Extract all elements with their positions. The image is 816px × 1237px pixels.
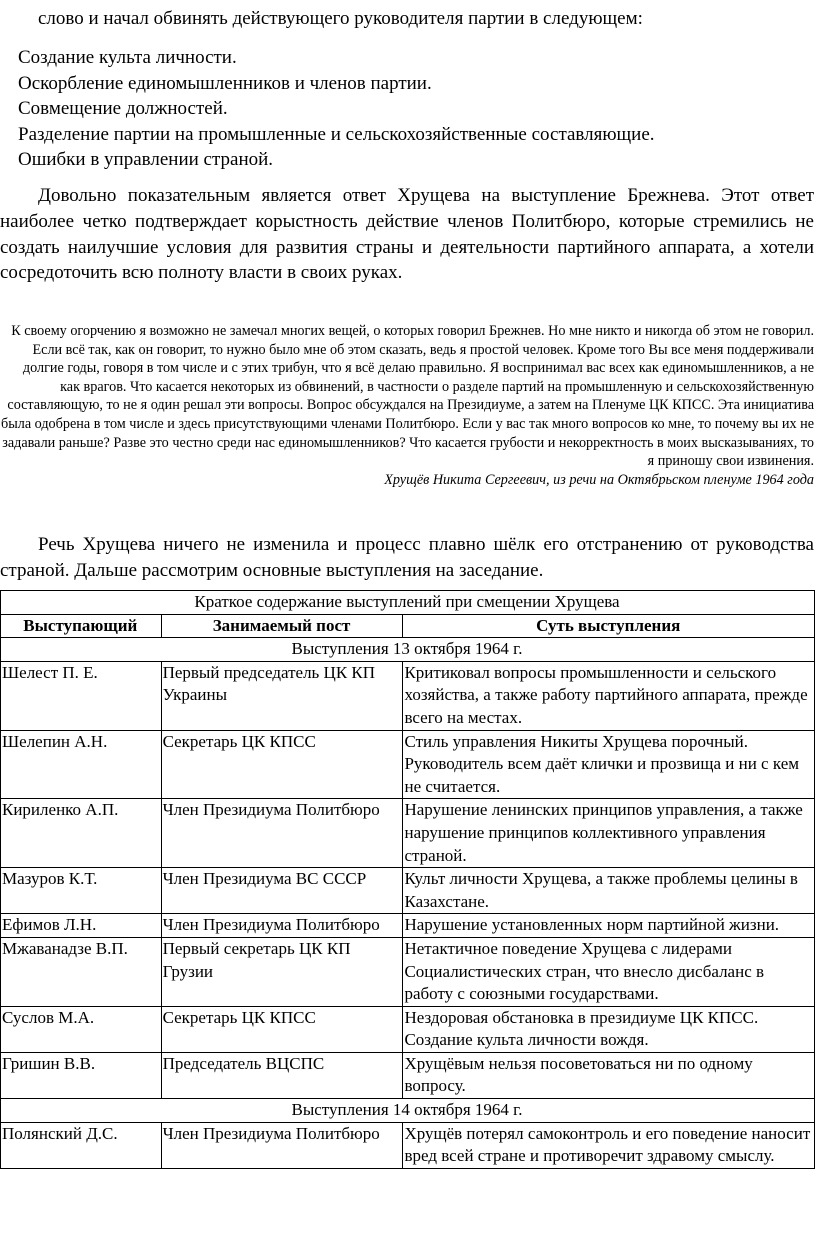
essence-cell: Нарушение установленных норм партийной жизни. [403,914,815,938]
speaker-cell: Гришин В.В. [1,1052,162,1098]
essence-cell: Нездоровая обстановка в президиуме ЦК КПСС. Создание культа личности вождя. [403,1006,815,1052]
section-heading: Выступления 14 октября 1964 г. [1,1099,815,1123]
paragraph-response: Довольно показательным является ответ Хрущева на выступление Брежнева. Этот ответ наиболее четко подтверждает корыстность действие членов Политбюро, которые стремились не создать наилучшие условия для развития страны и деятельности партийного аппарата, а хотели сосредоточить всю полноту власти в своих руках. [0,185,814,284]
speaker-cell: Шелест П. Е. [1,661,162,730]
list-item: Совмещение должностей. [18,98,228,119]
essence-cell: Нетактичное поведение Хрущева с лидерами Социалистических стран, что внесло дисбаланс в работу с союзными государствами. [403,937,815,1006]
header-speaker: Выступающий [1,614,162,638]
list-item: Разделение партии на промышленные и сельскохозяйственные составляющие. [18,123,655,145]
list-item: Ошибки в управлении страной. [18,149,274,170]
table-row [1,661,815,730]
quote-block [0,322,814,489]
essence-cell: Культ личности Хрущева, а также проблемы целины в Казахстане. [403,868,815,914]
post-cell: Секретарь ЦК КПСС [161,730,403,799]
table-row [1,1006,815,1052]
post-cell: Секретарь ЦК КПСС [161,1006,403,1052]
essence-cell: Хрущёв потерял самоконтроль и его поведение наносит вред всей стране и противоречит здравому смыслу. [403,1122,815,1168]
table-row [1,1052,815,1098]
speaker-cell: Кириленко А.П. [1,799,162,868]
essence-cell: Стиль управления Никиты Хрущева порочный. Руководитель всем даёт клички и прозвища и ни с кем не считается. [403,730,815,799]
essence-cell: Хрущёвым нельзя посоветоваться ни по одному вопросу. [403,1052,815,1098]
essence-cell: Критиковал вопросы промышленности и сельского хозяйства, а также работу партийного аппарата, прежде всего на местах. [403,661,815,730]
post-cell: Член Президиума Политбюро [161,799,403,868]
paragraph-transition: Речь Хрущева ничего не изменила и процесс плавно шёлк его отстранению от руководства страной. Дальше рассмотрим основные выступления на заседание. [0,534,814,581]
table-row [1,914,815,938]
table-row [1,868,815,914]
accusations-list [18,45,655,173]
post-cell: Первый секретарь ЦК КП Грузии [161,937,403,1006]
speaker-cell: Мжаванадзе В.П. [1,937,162,1006]
table-caption: Краткое содержание выступлений при смещении Хрущева [1,591,815,615]
header-post: Занимаемый пост [161,614,403,638]
speaker-cell: Шелепин А.Н. [1,730,162,799]
post-cell: Председатель ВЦСПС [161,1052,403,1098]
speaker-cell: Мазуров К.Т. [1,868,162,914]
section-heading: Выступления 13 октября 1964 г. [1,638,815,662]
header-essence: Суть выступления [403,614,815,638]
list-item: Создание культа личности. [18,47,237,68]
speaker-cell: Полянский Д.С. [1,1122,162,1168]
speaker-cell: Ефимов Л.Н. [1,914,162,938]
table-row [1,799,815,868]
speaker-cell: Суслов М.А. [1,1006,162,1052]
post-cell: Член Президиума Политбюро [161,914,403,938]
post-cell: Первый председатель ЦК КП Украины [161,661,403,730]
quote-text: К своему огорчению я возможно не замечал многих вещей, о которых говорил Брежнев. Но мне никто и никогда об этом не говорил. Если всё так, как он говорит, то нужно было мне об этом сказать, ведь я простой человек. Кроме того Вы все меня поддерживали долгие годы, говоря в том числе и с этих трибун, что я всё делаю правильно. Я воспринимал вас всех как единомышленников, а не как врагов. Что касается некоторых из обвинений, в частности о разделе партий на промышленную и сельскохозяйственную составляющую, то не я один решал эти вопросы. Вопрос обсуждался на Президиуме, а затем на Пленуме ЦК КПСС. Эта инициатива была одобрена в том числе и здесь присутствующими членами Политбюро. Если у вас так много вопросов ко мне, то почему вы их не задавали раньше? Разве это честно среди нас единомышленников? Что касается грубости и некорректность в моих высказываниях, то я приношу свои извинения. [0,323,814,470]
post-cell: Член Президиума Политбюро [161,1122,403,1168]
post-cell: Член Президиума ВС СССР [161,868,403,914]
essence-cell: Нарушение ленинских принципов управления, а также нарушение принципов коллективного управления страной. [403,799,815,868]
intro-line: слово и начал обвинять действующего руководителя партии в следующем: [38,8,643,29]
speeches-table [0,590,815,1169]
list-item: Оскорбление единомышленников и членов партии. [18,72,432,94]
quote-source: Хрущёв Никита Сергеевич, из речи на Октябрьском пленуме 1964 года [384,471,814,488]
table-row [1,730,815,799]
table-row [1,937,815,1006]
table-row [1,1122,815,1168]
